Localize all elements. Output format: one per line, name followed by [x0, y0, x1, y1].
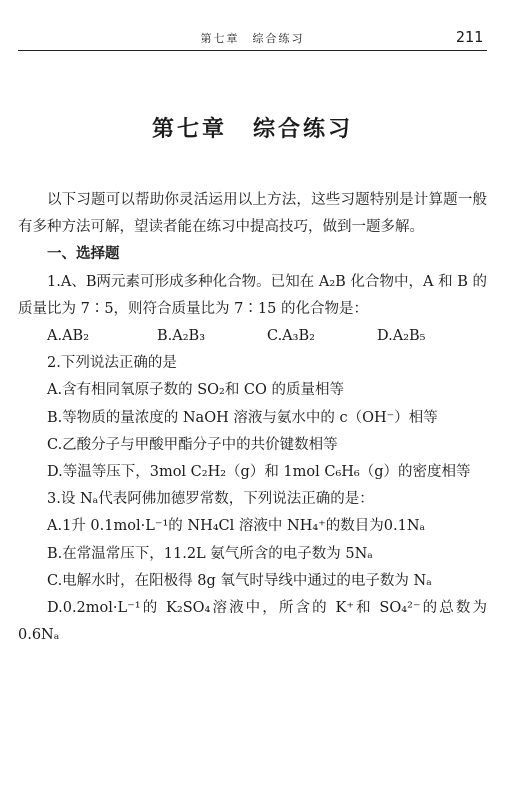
question-3-option-c: C.电解水时，在阳极得 8g 氧气时导线中通过的电子数为 Nₐ — [47, 572, 432, 589]
question-1-option-b: B.A₂B₃ — [157, 328, 206, 345]
question-3-option-b: B.在常温常压下，11.2L 氨气所含的电子数为 5Nₐ — [47, 545, 373, 562]
question-3-option-a: A.1升 0.1mol·L⁻¹的 NH₄Cl 溶液中 NH₄⁺的数目为0.1Nₐ — [47, 518, 426, 535]
question-1-options — [18, 323, 487, 350]
question-1-option-c: C.A₃B₂ — [267, 328, 315, 345]
running-header — [18, 28, 487, 51]
question-2-option-c: C.乙酸分子与甲酸甲酯分子中的共价键数相等 — [47, 436, 338, 453]
question-1-option-a: A.AB₂ — [47, 328, 90, 345]
question-3-stem: 3.设 Nₐ代表阿佛加德罗常数，下列说法正确的是： — [47, 491, 374, 508]
chapter-number: 第七章 — [151, 117, 227, 142]
question-2-option-a: A.含有相同氧原子数的 SO₂和 CO 的质量相等 — [47, 382, 345, 399]
question-2-option-b: B.等物质的量浓度的 NaOH 溶液与氨水中的 c（OH⁻）相等 — [47, 409, 438, 426]
section-heading: 一、选择题 — [47, 246, 120, 263]
question-1-option-d: D.A₂B₅ — [377, 328, 426, 345]
running-header-title: 第七章 综合练习 — [200, 32, 305, 45]
question-2-stem: 2.下列说法正确的是 — [47, 355, 177, 372]
chapter-name: 综合练习 — [253, 117, 354, 142]
question-2-option-d: D.等温等压下，3mol C₂H₂（g）和 1mol C₆H₆（g）的密度相等 — [47, 464, 471, 481]
intro-paragraph: 以下习题可以帮助你灵活运用以上方法，这些习题特别是计算题一般有多种方法可解，望读者能在练习中提高技巧，做到一题多解。 — [18, 192, 487, 236]
question-1-stem: 1.A、B两元素可形成多种化合物。已知在 A₂B 化合物中，A 和 B 的质量比为 7∶5，则符合质量比为 7∶15 的化合物是： — [18, 273, 487, 317]
body-text — [18, 187, 487, 649]
question-3-option-d: D.0.2mol·L⁻¹的 K₂SO₄溶液中，所含的 K⁺和 SO₄²⁻的总数为 0.6Nₐ — [18, 600, 487, 644]
chapter-title — [0, 112, 505, 143]
page-number: 211 — [455, 28, 483, 46]
